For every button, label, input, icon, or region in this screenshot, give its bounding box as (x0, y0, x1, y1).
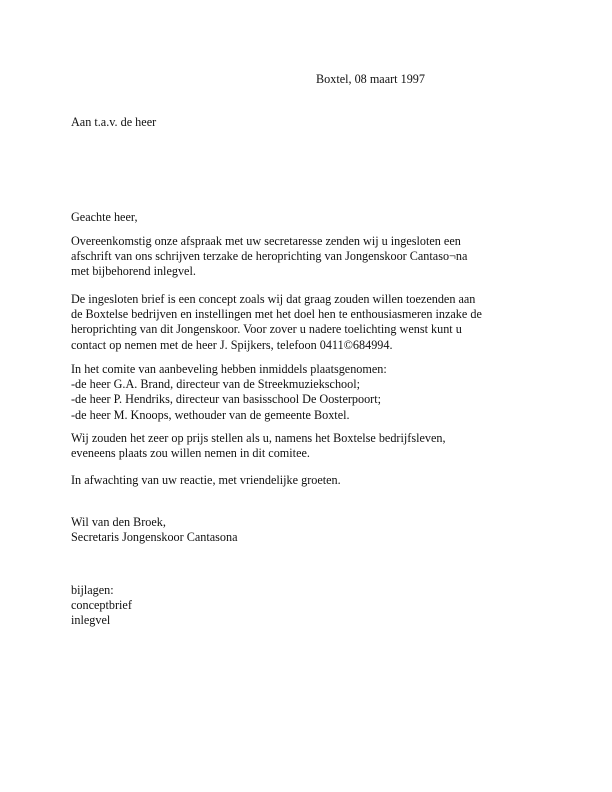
paragraph-3-line: -de heer P. Hendriks, directeur van basisschool De Oosterpoort; (71, 392, 382, 407)
paragraph-2 (71, 292, 551, 353)
closing-line: In afwachting van uw reactie, met vriendelijke groeten. (71, 473, 341, 487)
paragraph-2-line: heroprichting van dit Jongenskoor. Voor zover u nadere toelichting wenst kunt u (71, 322, 462, 337)
signature-title: Secretaris Jongenskoor Cantasona (71, 530, 238, 545)
paragraph-1-line: met bijbehorend inlegvel. (71, 264, 196, 279)
paragraph-2-line: contact op nemen met de heer J. Spijkers, telefoon 0411©684994. (71, 337, 393, 352)
paragraph-1-line: Overeenkomstig onze afspraak met uw secretaresse zenden wij u ingesloten een (71, 234, 461, 248)
paragraph-2-line: De ingesloten brief is een concept zoals wij dat graag zouden willen toezenden aan (71, 292, 476, 306)
signature-block (71, 515, 551, 545)
paragraph-3 (71, 362, 551, 423)
paragraph-3-line: -de heer G.A. Brand, directeur van de Streekmuziekschool; (71, 377, 361, 392)
paragraph-3-line: In het comite van aanbeveling hebben inmiddels plaatsgenomen: (71, 362, 387, 376)
enclosures-block (71, 583, 551, 629)
paragraph-4-line: eveneens plaats zou willen nemen in dit comitee. (71, 446, 310, 461)
enclosure-item: conceptbrief (71, 598, 132, 613)
letter-date: Boxtel, 08 maart 1997 (316, 72, 425, 86)
paragraph-3-line: -de heer M. Knoops, wethouder van de gemeente Boxtel. (71, 407, 350, 422)
signature-name: Wil van den Broek, (71, 515, 166, 529)
enclosure-item: inlegvel (71, 613, 111, 628)
salutation: Geachte heer, (71, 210, 138, 224)
paragraph-1-line: afschrift van ons schrijven terzake de heroprichting van Jongenskoor Cantaso¬na (71, 249, 468, 264)
enclosures-heading: bijlagen: (71, 583, 114, 597)
paragraph-4-line: Wij zouden het zeer op prijs stellen als u, namens het Boxtelse bedrijfsleven, (71, 431, 446, 445)
paragraph-2-line: de Boxtelse bedrijven en instellingen met het doel hen te enthousiasmeren inzake de (71, 307, 482, 322)
addressee: Aan t.a.v. de heer (71, 115, 157, 129)
paragraph-4 (71, 431, 551, 461)
paragraph-1 (71, 234, 551, 280)
